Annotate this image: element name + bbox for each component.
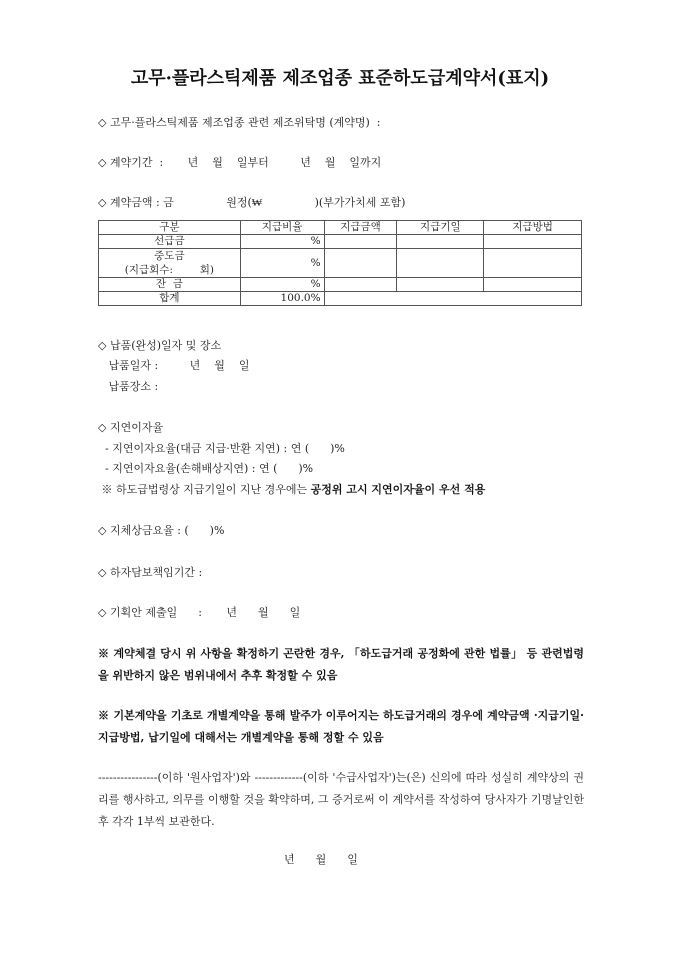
delay-interest-item-2: - 지연이자요율(손해배상지연) : 연 ( )% — [98, 462, 314, 475]
delivery-place: 납품장소 : — [98, 380, 159, 393]
row-amount — [324, 249, 397, 278]
row-method — [484, 278, 582, 292]
contract-amount-line: ◇ 계약금액 : 금 원정(₩ )(부가가치세 포함) — [98, 196, 406, 209]
note-2: ※ 기본계약을 기초로 개별계약을 통해 발주가 이루어지는 하도급거래의 경우에 계약금액 ·지급기일·지급방법, 납기일에 대해서는 개별계약을 통해 정할 수 있음 — [98, 709, 584, 744]
table-header-row — [99, 221, 582, 235]
late-penalty-line: ◇ 지체상금요율 : ( )% — [98, 524, 225, 537]
header-method: 지급방법 — [484, 221, 582, 235]
warranty-line: ◇ 하자담보책임기간 : — [98, 566, 203, 579]
delay-interest-item-1: - 지연이자요율(대금 지급·반환 지연) : 연 ( )% — [98, 442, 345, 455]
row-due-date — [397, 235, 484, 249]
header-amount: 지급금액 — [324, 221, 397, 235]
note-bold: 공정위 고시 지연이자율이 우선 적용 — [310, 483, 486, 496]
row-label: 선급금 — [99, 235, 241, 249]
delay-interest-note — [98, 483, 485, 497]
row-label: 중도금 (지급회수: 회) — [99, 249, 241, 278]
row-amount — [324, 235, 397, 249]
total-empty — [324, 292, 581, 306]
delay-interest-heading: ◇ 지연이자율 — [98, 421, 164, 434]
row-method — [484, 235, 582, 249]
row-method — [484, 249, 582, 278]
row-ratio: % — [240, 249, 324, 278]
header-ratio: 지급비율 — [240, 221, 324, 235]
row-label: 잔 금 — [99, 278, 241, 292]
row-ratio: % — [240, 235, 324, 249]
sign-date: 년 월 일 — [284, 853, 358, 866]
proposal-date-line: ◇ 기획안 제출일 : 년 월 일 — [98, 606, 301, 619]
total-label: 합계 — [99, 292, 241, 306]
delivery-date: 납품일자 : 년 월 일 — [98, 359, 250, 372]
total-ratio: 100.0% — [240, 292, 324, 306]
row-amount — [324, 278, 397, 292]
table-row — [99, 278, 582, 292]
note-1: ※ 계약체결 당시 위 사항을 확정하기 곤란한 경우, 「하도급거래 공정화에 관한 법률」 등 관련법령을 위반하지 않은 범위내에서 추후 확정할 수 있음 — [98, 647, 584, 682]
delivery-heading: ◇ 납품(완성)일자 및 장소 — [98, 339, 222, 352]
closing-paragraph: ----------------(이하 '원사업자')와 -------------(이하 '수급사업자')는(은) 신의에 따라 성실히 계약상의 권리를 행사하고, 의무를 이행할 것을 확약하며, 그 증거로써 이 계약서를 작성하여 당사자가 기명날인한 후 각각 1부씩 보관한다. — [98, 771, 584, 828]
note-plain: ※ 하도급법령상 지급기일이 지난 경우에는 — [98, 483, 311, 496]
row-ratio: % — [240, 278, 324, 292]
row-due-date — [397, 278, 484, 292]
payment-table — [98, 220, 582, 306]
table-total-row — [99, 292, 582, 306]
contract-period-line: ◇ 계약기간 : 년 월 일부터 년 월 일까지 — [98, 156, 382, 169]
contract-name-line: ◇ 고무·플라스틱제품 제조업종 관련 제조위탁명 (계약명) : — [98, 116, 381, 129]
table-row — [99, 249, 582, 278]
document-title: 고무·플라스틱제품 제조업종 표준하도급계약서(표지) — [130, 68, 550, 89]
table-row — [99, 235, 582, 249]
header-category: 구분 — [99, 221, 241, 235]
row-due-date — [397, 249, 484, 278]
header-due-date: 지급기일 — [397, 221, 484, 235]
